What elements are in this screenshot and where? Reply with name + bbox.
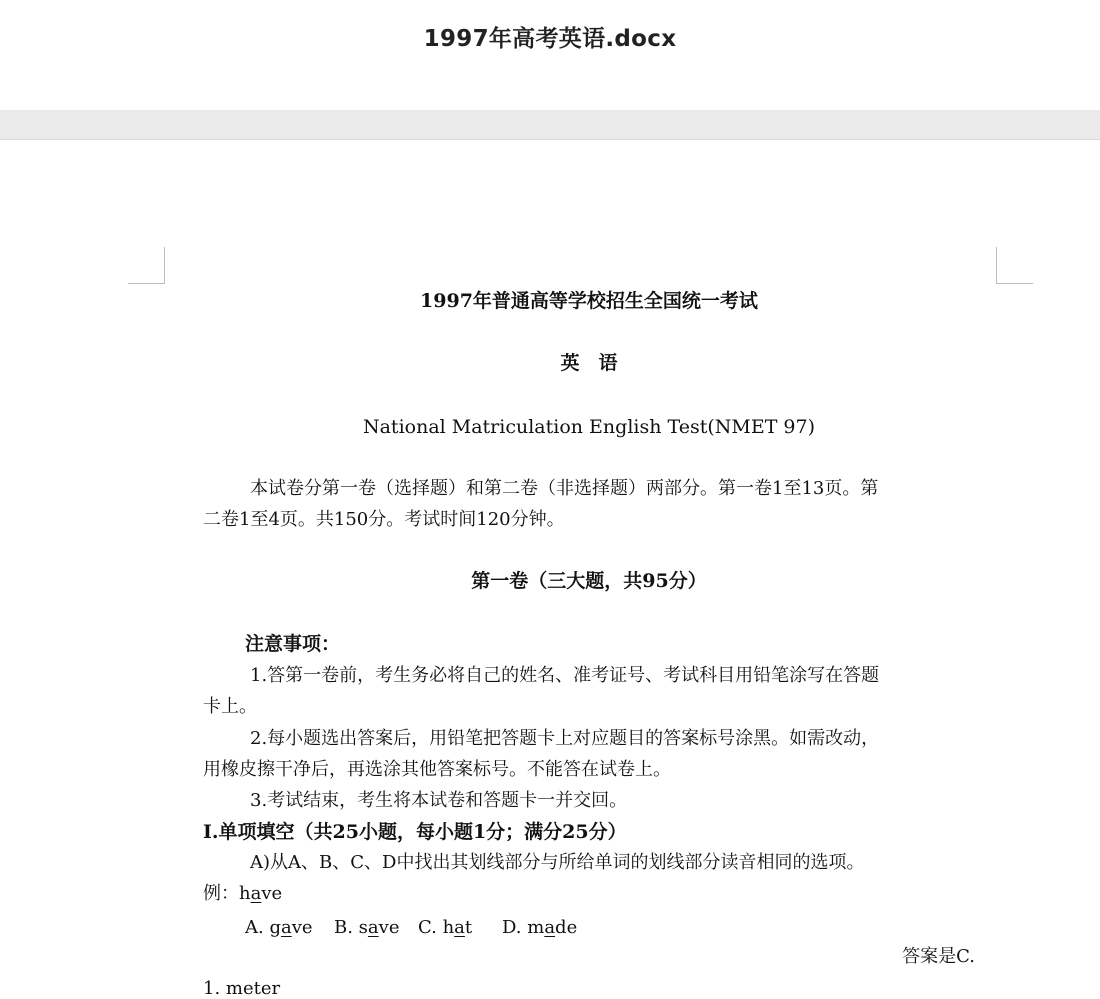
page-gap-bar bbox=[0, 110, 1100, 140]
document-page bbox=[0, 140, 1100, 999]
example-option-d: D. made bbox=[502, 917, 578, 938]
notice-2-line-1: 2.每小题选出答案后，用铅笔把答题卡上对应题目的答案标号涂黑。如需改动， bbox=[250, 728, 880, 749]
example-option-b: B. save bbox=[334, 917, 400, 938]
example-label: 例： bbox=[203, 883, 239, 904]
intro-line-2: 二卷1至4页。共150分。考试时间120分钟。 bbox=[203, 509, 565, 530]
section-1-title: Ⅰ.单项填空（共25小题，每小题1分；满分25分） bbox=[203, 821, 627, 843]
notice-1-line-1: 1.答第一卷前，考生务必将自己的姓名、准考证号、考试科目用铅笔涂写在答题 bbox=[250, 665, 880, 686]
title-bar bbox=[0, 0, 1100, 110]
example-option-a: A. gave bbox=[245, 917, 313, 938]
intro-line-1: 本试卷分第一卷（选择题）和第二卷（非选择题）两部分。第一卷1至13页。第 bbox=[250, 478, 879, 499]
exam-heading: 1997年普通高等学校招生全国统一考试 bbox=[420, 290, 758, 312]
example-option-c: C. hat bbox=[418, 917, 473, 938]
english-heading: National Matriculation English Test(NMET 97) bbox=[362, 416, 815, 438]
notice-title: 注意事项： bbox=[245, 633, 341, 655]
margin-corner-top-left bbox=[128, 247, 165, 284]
margin-corner-top-right bbox=[996, 247, 1033, 284]
subject-heading: 英 语 bbox=[560, 352, 618, 374]
example-answer: 答案是C. bbox=[902, 946, 975, 967]
section-1-instruction: A)从A、B、C、D中找出其划线部分与所给单词的划线部分读音相同的选项。 bbox=[250, 852, 865, 873]
part-title: 第一卷（三大题，共95分） bbox=[471, 570, 707, 592]
question-1: 1. meter bbox=[203, 978, 281, 999]
notice-2-line-2: 用橡皮擦干净后，再选涂其他答案标号。不能答在试卷上。 bbox=[203, 759, 671, 780]
document-title: 1997年高考英语.docx bbox=[423, 26, 677, 52]
notice-3: 3.考试结束，考生将本试卷和答题卡一并交回。 bbox=[250, 790, 628, 811]
notice-1-line-2: 卡上。 bbox=[203, 696, 257, 717]
example-line: 例：have bbox=[203, 883, 283, 904]
